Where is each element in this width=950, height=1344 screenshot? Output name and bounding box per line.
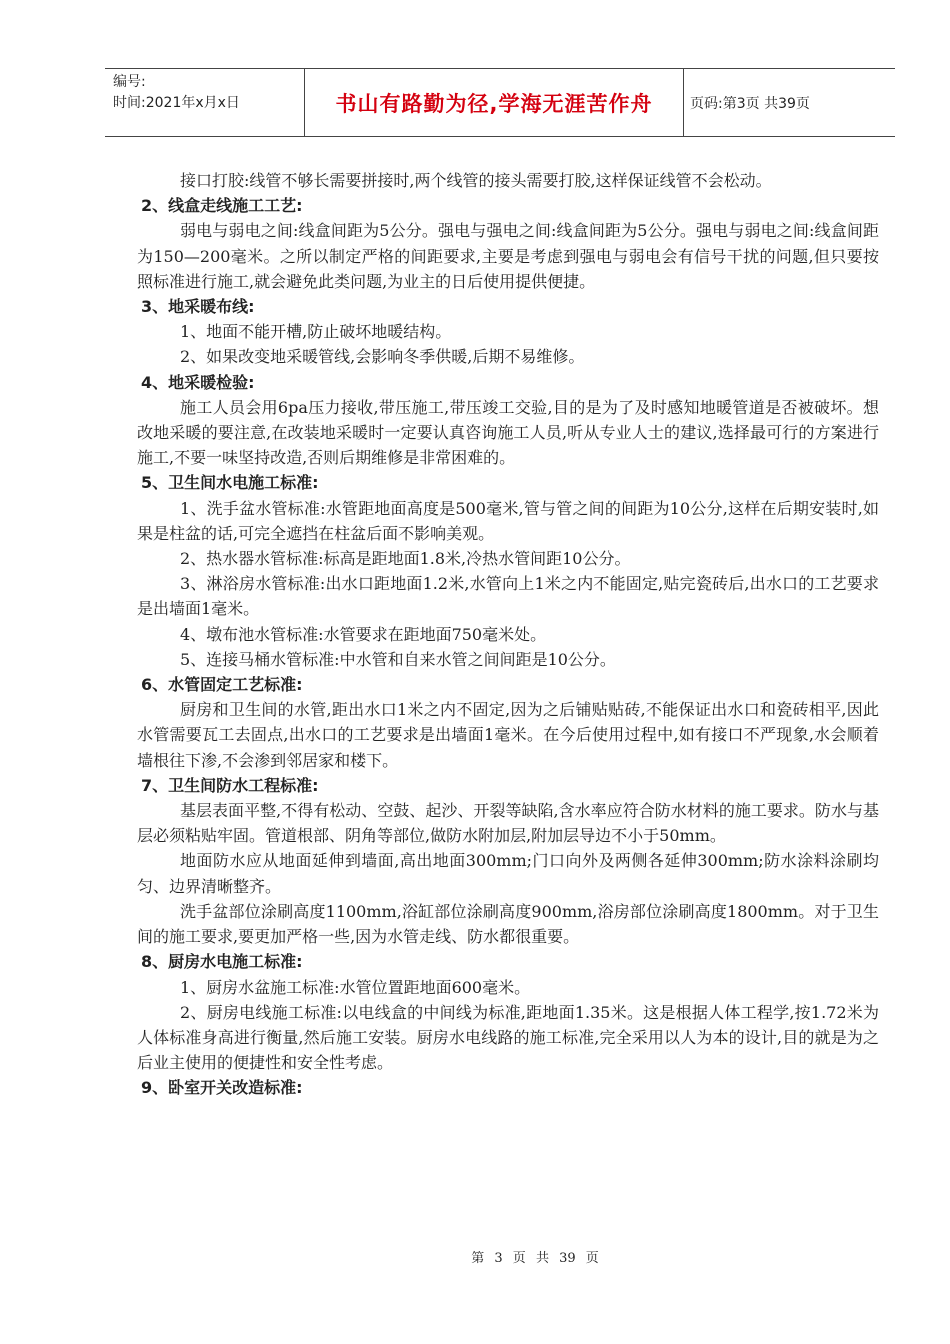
body-paragraph: 2、热水器水管标准:标高是距地面1.8米,冷热水管间距10公分。 xyxy=(180,549,631,569)
body-paragraph: 5、连接马桶水管标准:中水管和自来水管之间间距是10公分。 xyxy=(180,649,616,669)
body-paragraph: 2、如果改变地采暖管线,会影响冬季供暖,后期不易维修。 xyxy=(180,347,585,367)
body-paragraph: 弱电与弱电之间:线盒间距为5公分。强电与强电之间:线盒间距为5公分。强电与弱电之间:线盒间距为150—200毫米。之所以制定严格的间距要求,主要是考虑到强电与弱电会有信号干扰的问题,但只要按照标准进行施工,就会避免此类问题,为业主的日后使用提供便捷。 xyxy=(137,221,879,291)
section-heading: 2、线盒走线施工工艺: xyxy=(141,196,303,216)
body-paragraph: 厨房和卫生间的水管,距出水口1米之内不固定,因为之后铺贴贴砖,不能保证出水口和瓷砖相平,因此水管需要瓦工去固点,出水口的工艺要求是出墙面1毫米。在今后使用过程中,如有接口不严现象,水会顺着墙根往下渗,不会渗到邻居家和楼下。 xyxy=(137,700,879,770)
section-heading: 9、卧室开关改造标准: xyxy=(141,1078,303,1098)
body-paragraph: 1、地面不能开槽,防止破坏地暖结构。 xyxy=(180,322,452,342)
body-paragraph: 4、墩布池水管标准:水管要求在距地面750毫米处。 xyxy=(180,624,547,644)
header-meta xyxy=(105,69,305,136)
page-footer xyxy=(0,1247,950,1266)
section-heading: 5、卫生间水电施工标准: xyxy=(141,473,319,493)
body-paragraph: 2、厨房电线施工标准:以电线盒的中间线为标准,距地面1.35米。这是根据人体工程学,按1.72米为人体标准身高进行衡量,然后施工安装。厨房水电线路的施工标准,完全采用以人为本的设计,目的就是为之后业主使用的便捷性和安全性考虑。 xyxy=(137,1002,879,1073)
body-paragraph: 洗手盆部位涂刷高度1100mm,浴缸部位涂刷高度900mm,浴房部位涂刷高度1800mm。对于卫生间的施工要求,要更加严格一些,因为水管走线、防水都很重要。 xyxy=(137,901,879,947)
body-paragraph: 1、厨房水盆施工标准:水管位置距地面600毫米。 xyxy=(180,977,531,997)
section-heading: 7、卫生间防水工程标准: xyxy=(141,775,319,795)
code-label: 编号: xyxy=(113,74,146,90)
section-heading: 8、厨房水电施工标准: xyxy=(141,952,303,972)
time-label: 时间:2021年x月x日 xyxy=(113,95,240,111)
section-heading: 6、水管固定工艺标准: xyxy=(141,675,303,695)
section-heading: 3、地采暖布线: xyxy=(141,297,255,317)
header-page-label: 页码:第3页 共39页 xyxy=(690,95,810,112)
footer-text: 第 xyxy=(471,1251,485,1266)
body-paragraph: 接口打胶:线管不够长需要拼接时,两个线管的接头需要打胶,这样保证线管不会松动。 xyxy=(180,171,772,190)
body-paragraph: 基层表面平整,不得有松动、空鼓、起沙、开裂等缺陷,含水率应符合防水材料的施工要求。防水与基层必须粘贴牢固。管道根部、阴角等部位,做防水附加层,附加层导边不小于50mm。 xyxy=(137,801,879,846)
footer-text: 页 xyxy=(512,1251,526,1266)
footer-total-pages: 39 xyxy=(559,1251,576,1266)
footer-text: 共 xyxy=(535,1251,549,1266)
page-header xyxy=(105,68,895,137)
footer-page-number: 3 xyxy=(494,1251,503,1266)
document-body xyxy=(137,168,879,1101)
footer-text: 页 xyxy=(585,1251,599,1266)
header-motto: 书山有路勤为径,学海无涯苦作舟 xyxy=(305,69,684,136)
body-paragraph: 施工人员会用6pa压力接收,带压施工,带压竣工交验,目的是为了及时感知地暖管道是否被破坏。想改地采暖的要注意,在改装地采暖时一定要认真咨询施工人员,听从专业人士的建议,选择最可行的方案进行施工,不要一味坚持改造,否则后期维修是非常困难的。 xyxy=(137,397,879,468)
body-paragraph: 地面防水应从地面延伸到墙面,高出地面300mm;门口向外及两侧各延伸300mm;防水涂料涂刷均匀、边界清晰整齐。 xyxy=(137,851,879,896)
section-heading: 4、地采暖检验: xyxy=(141,372,255,392)
body-paragraph: 3、淋浴房水管标准:出水口距地面1.2米,水管向上1米之内不能固定,贴完瓷砖后,出水口的工艺要求是出墙面1毫米。 xyxy=(137,574,879,619)
body-paragraph: 1、洗手盆水管标准:水管距地面高度是500毫米,管与管之间的间距为10公分,这样在后期安装时,如果是柱盆的话,可完全遮挡在柱盆后面不影响美观。 xyxy=(137,498,879,543)
